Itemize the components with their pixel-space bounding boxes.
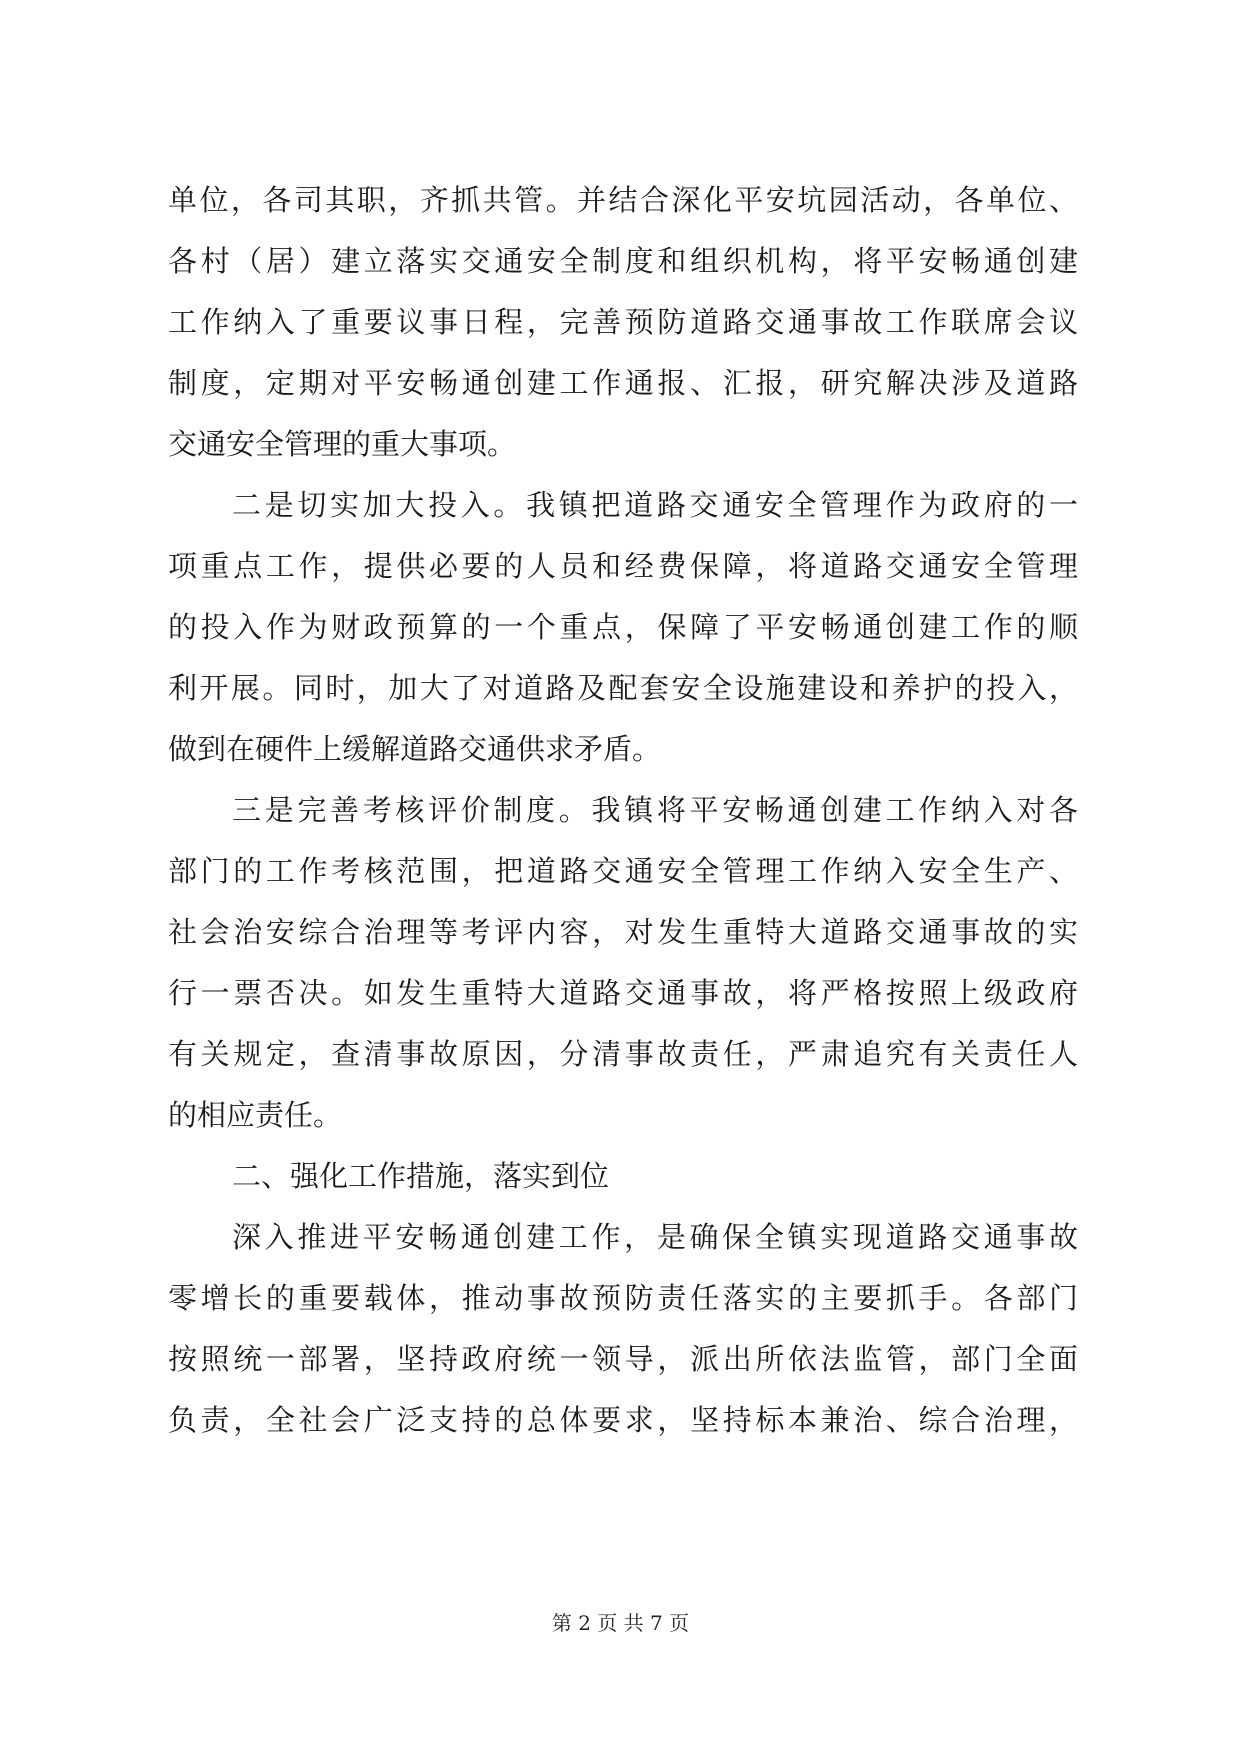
- text-line: 各村（居）建立落实交通安全制度和组织机构，将平安畅通创建: [168, 244, 1078, 278]
- text-line: 的投入作为财政预算的一个重点，保障了平安畅通创建工作的顺: [168, 610, 1078, 644]
- text-line: 社会治安综合治理等考评内容，对发生重特大道路交通事故的实: [168, 915, 1078, 949]
- text-line: 行一票否决。如发生重特大道路交通事故，将严格按照上级政府: [168, 976, 1078, 1010]
- text-line: 做到在硬件上缓解道路交通供求矛盾。: [168, 732, 662, 766]
- text-line: 单位，各司其职，齐抓共管。并结合深化平安坑园活动，各单位、: [168, 183, 1078, 217]
- text-line: 的相应责任。: [168, 1098, 343, 1132]
- section-heading: 二、强化工作措施，落实到位: [232, 1159, 610, 1193]
- paragraph-first-line: 三是完善考核评价制度。我镇将平安畅通创建工作纳入对各: [232, 793, 1078, 827]
- text-line: 制度，定期对平安畅通创建工作通报、汇报，研究解决涉及道路: [168, 366, 1078, 400]
- text-line: 部门的工作考核范围，把道路交通安全管理工作纳入安全生产、: [168, 854, 1078, 888]
- page-number-footer: 第 2 页 共 7 页: [551, 1611, 690, 1635]
- text-line: 利开展。同时，加大了对道路及配套安全设施建设和养护的投入，: [168, 671, 1078, 705]
- text-line: 按照统一部署，坚持政府统一领导，派出所依法监管，部门全面: [168, 1342, 1078, 1376]
- text-line: 负责，全社会广泛支持的总体要求，坚持标本兼治、综合治理，: [168, 1403, 1078, 1437]
- text-line: 零增长的重要载体，推动事故预防责任落实的主要抓手。各部门: [168, 1281, 1078, 1315]
- text-line: 交通安全管理的重大事项。: [168, 427, 517, 461]
- paragraph-first-line: 深入推进平安畅通创建工作，是确保全镇实现道路交通事故: [232, 1220, 1078, 1254]
- text-line: 有关规定，查清事故原因，分清事故责任，严肃追究有关责任人: [168, 1037, 1078, 1071]
- paragraph-first-line: 二是切实加大投入。我镇把道路交通安全管理作为政府的一: [232, 488, 1078, 522]
- text-line: 项重点工作，提供必要的人员和经费保障，将道路交通安全管理: [168, 549, 1078, 583]
- text-line: 工作纳入了重要议事日程，完善预防道路交通事故工作联席会议: [168, 305, 1078, 339]
